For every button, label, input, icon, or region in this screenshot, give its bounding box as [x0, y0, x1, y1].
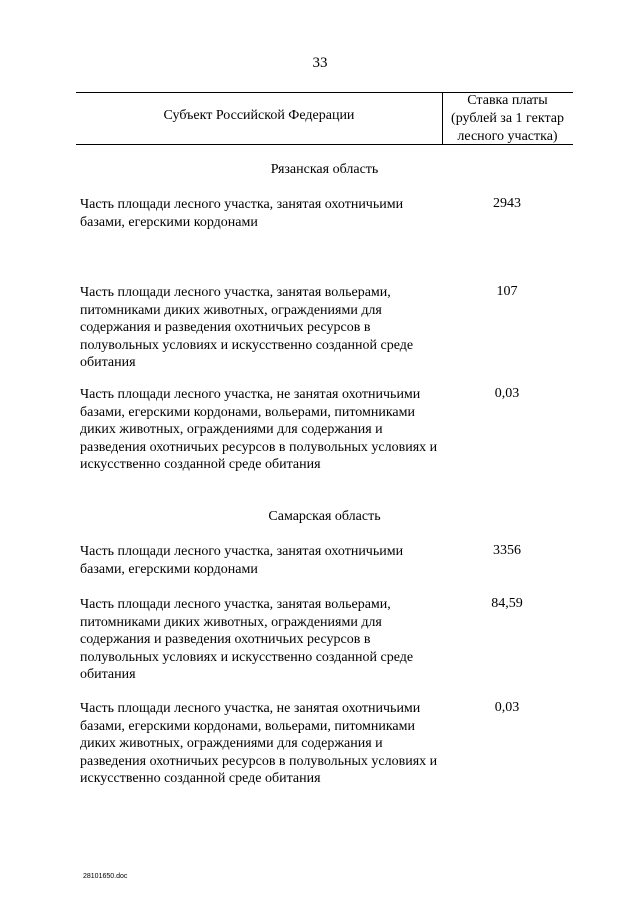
subject-column-header: Субъект Российской Федерации — [163, 108, 355, 123]
item-description: Часть площади лесного участка, не занятая охотничьими базами, егерскими кордонами, вольерами, питомниками диких животных, ограждениями для содержания и разведения охотничьих ресурсов в полувольных условиях и искусственно созданной среде обитания — [80, 701, 438, 786]
rate-header-line: (рублей за 1 гектар — [451, 111, 564, 126]
item-description: Часть площади лесного участка, не занятая охотничьими базами, егерскими кордонами, вольерами, питомниками диких животных, ограждениями для содержания и разведения охотничьих ресурсов в полувольных условиях и искусственно созданной среде обитания — [80, 387, 438, 472]
item-description: Часть площади лесного участка, занятая охотничьими базами, егерскими кордонами — [80, 197, 404, 230]
item-rate-value: 0,03 — [494, 700, 520, 715]
item-rate-value: 2943 — [493, 196, 521, 211]
item-rate-value: 107 — [496, 284, 518, 299]
page-number: 33 — [312, 55, 328, 71]
item-rate-value: 84,59 — [491, 596, 523, 611]
item-rate-value: 0,03 — [494, 386, 520, 401]
rate-header-line: лесного участка) — [457, 129, 558, 144]
item-rate-value: 3356 — [493, 543, 521, 558]
item-description: Часть площади лесного участка, занятая вольерами, питомниками диких животных, ограждениями для содержания и разведения охотничьих ресурсов в полувольных условиях и искусственно созданной среде обитания — [80, 597, 414, 682]
rate-header-line: Ставка платы — [467, 93, 548, 108]
rate-column-header — [442, 92, 573, 146]
region-heading: Самарская область — [268, 509, 381, 524]
region-heading: Рязанская область — [270, 162, 379, 177]
document-filename: 28101650.doc — [83, 873, 128, 880]
item-description: Часть площади лесного участка, занятая охотничьими базами, егерскими кордонами — [80, 544, 404, 577]
item-description: Часть площади лесного участка, занятая вольерами, питомниками диких животных, ограждениями для содержания и разведения охотничьих ресурсов в полувольных условиях и искусственно созданной среде обитания — [80, 285, 414, 370]
